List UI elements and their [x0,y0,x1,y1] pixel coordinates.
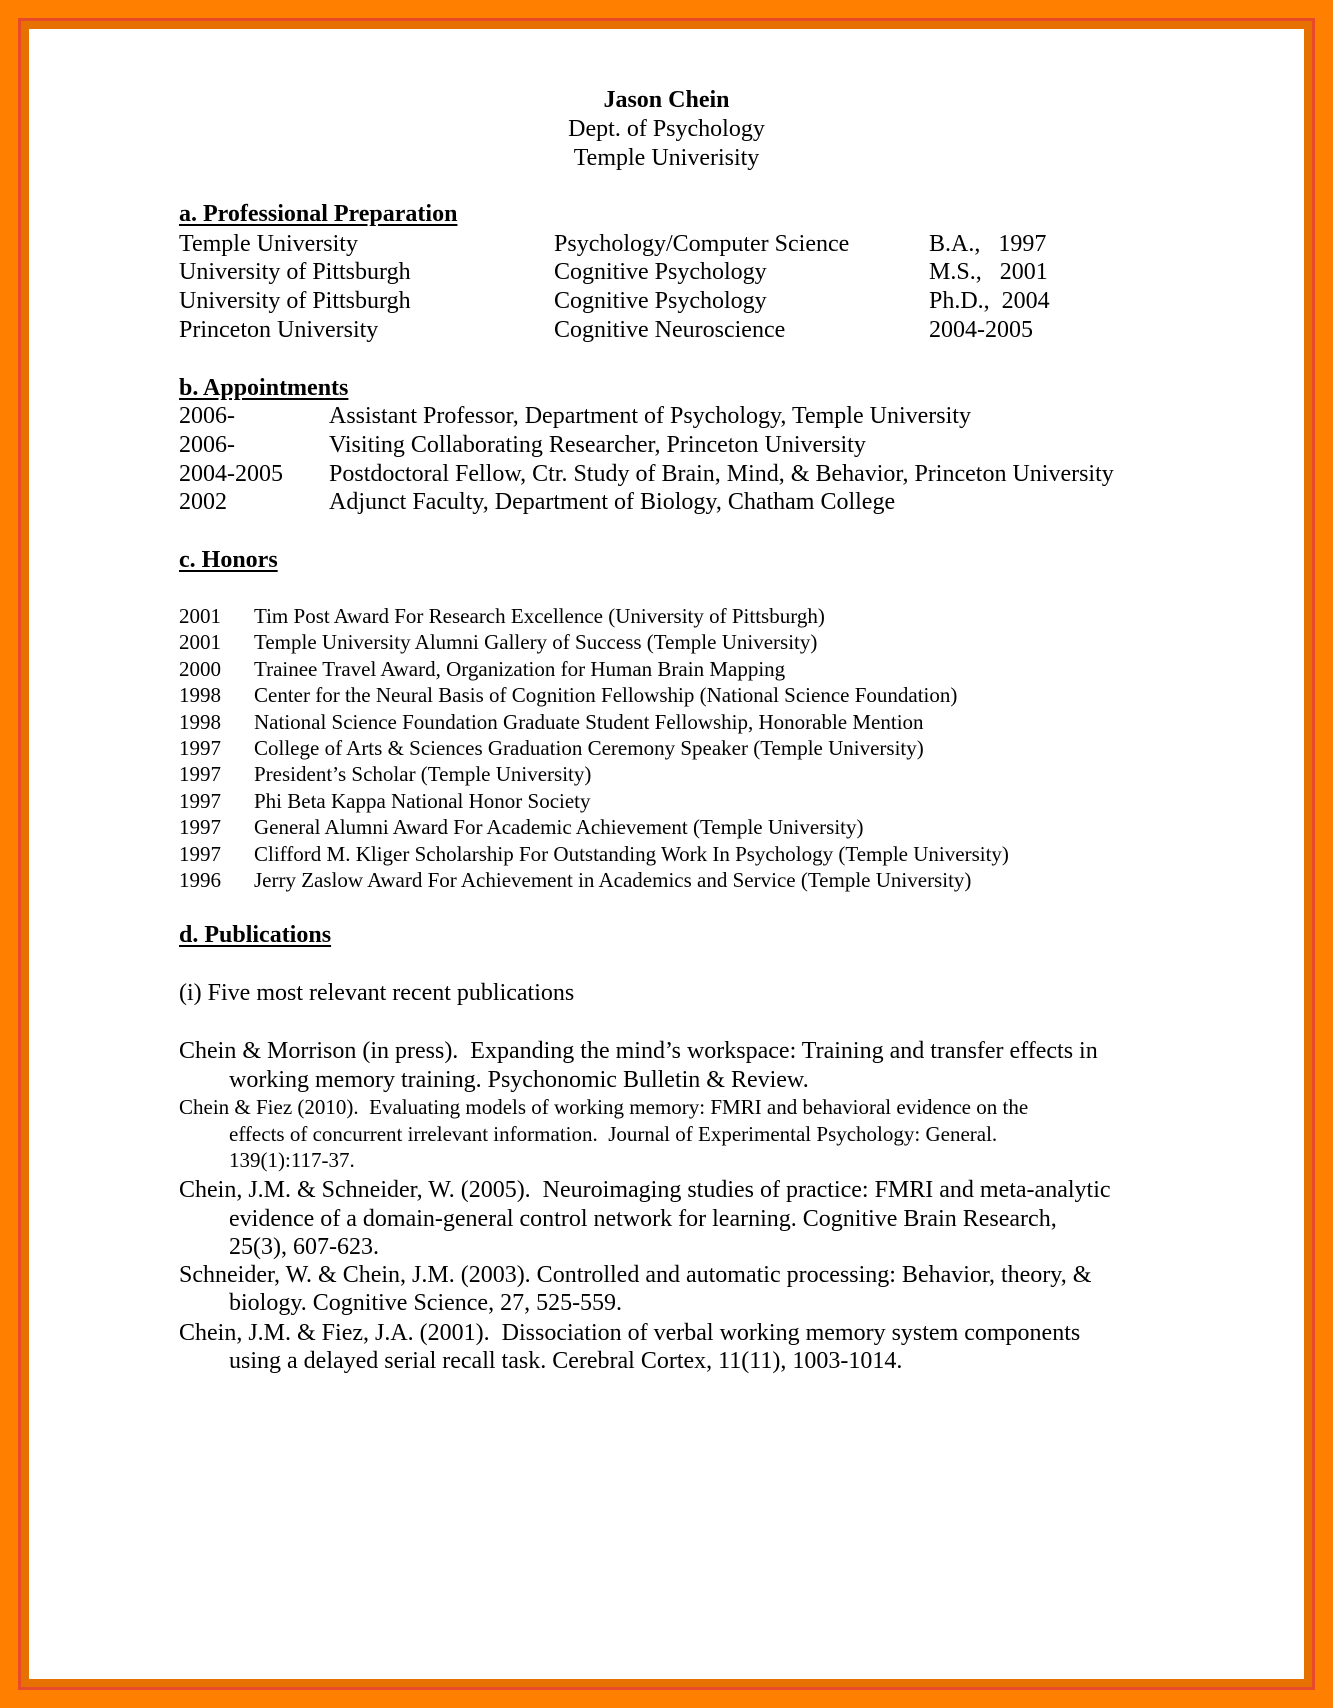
honor-award: Phi Beta Kappa National Honor Society [254,788,591,813]
publication-citation-continued: 25(3), 607-623. [229,1234,379,1260]
publication-citation-continued: biology. Cognitive Science, 27, 525-559. [229,1290,623,1316]
publication-citation-continued: using a delayed serial recall task. Cerebral Cortex, 11(11), 1003-1014. [229,1348,903,1374]
appointment-position: Postdoctoral Fellow, Ctr. Study of Brain, Mind, & Behavior, Princeton University [329,461,1114,487]
appointment-years: 2002 [179,489,227,515]
prep-field: Cognitive Psychology [554,288,767,314]
prep-degree: M.S., 2001 [929,259,1048,285]
prep-institution: Princeton University [179,317,379,343]
honor-award: Trainee Travel Award, Organization for Human Brain Mapping [254,656,786,681]
author-name: Jason Chein [603,87,730,113]
publication-citation-continued: evidence of a domain-general control network for learning. Cognitive Brain Research, [229,1206,1057,1232]
publication-citation: Chein, J.M. & Fiez, J.A. (2001). Dissociation of verbal working memory system components [179,1320,1081,1346]
prep-degree: B.A., 1997 [929,231,1047,257]
honor-year: 1997 [179,788,221,813]
honor-award: College of Arts & Sciences Graduation Ceremony Speaker (Temple University) [254,736,924,760]
honor-year: 2001 [179,604,221,628]
prep-institution: Temple University [179,231,358,257]
honor-year: 2000 [179,656,221,681]
honor-award: General Alumni Award For Academic Achievement (Temple University) [254,815,864,840]
honor-award: Clifford M. Kliger Scholarship For Outstanding Work In Psychology (Temple University) [254,841,1009,866]
prep-institution: University of Pittsburgh [179,288,411,314]
honor-year: 1997 [179,841,221,866]
honor-year: 1998 [179,683,221,708]
prep-degree: 2004-2005 [929,317,1033,343]
institution: Temple Univerisity [573,145,760,171]
honor-award: National Science Foundation Graduate Student Fellowship, Honorable Mention [254,709,924,734]
honor-award: Temple University Alumni Gallery of Success (Temple University) [254,630,818,655]
appointment-years: 2006- [179,432,235,458]
publication-citation-continued: 139(1):117-37. [229,1148,355,1172]
appointment-position: Visiting Collaborating Researcher, Princeton University [329,432,866,458]
prep-field: Psychology/Computer Science [554,231,850,257]
publications-subheading: (i) Five most relevant recent publications [179,980,575,1006]
honor-award: Center for the Neural Basis of Cognition Fellowship (National Science Foundation) [254,683,958,708]
prep-field: Cognitive Psychology [554,259,767,285]
section-heading-appointments: b. Appointments [179,375,349,401]
section-heading-honors: c. Honors [179,547,278,573]
department: Dept. of Psychology [568,116,765,142]
publication-citation: Chein & Morrison (in press). Expanding the mind’s workspace: Training and transfer effects in [179,1038,1098,1064]
honor-year: 2001 [179,630,221,655]
prep-degree: Ph.D., 2004 [929,288,1050,314]
publication-citation-continued: working memory training. Psychonomic Bulletin & Review. [229,1067,809,1093]
honor-year: 1998 [179,709,221,734]
prep-institution: University of Pittsburgh [179,259,411,285]
honor-award: Jerry Zaslow Award For Achievement in Academics and Service (Temple University) [254,868,972,892]
honor-year: 1997 [179,815,221,840]
section-heading-preparation: a. Professional Preparation [179,201,458,227]
honor-year: 1996 [179,868,221,892]
appointment-years: 2006- [179,403,235,429]
appointment-position: Assistant Professor, Department of Psychology, Temple University [329,403,971,429]
honor-year: 1997 [179,762,221,787]
appointment-position: Adjunct Faculty, Department of Biology, Chatham College [329,489,896,515]
appointment-years: 2004-2005 [179,461,283,487]
publication-citation: Schneider, W. & Chein, J.M. (2003). Controlled and automatic processing: Behavior, theory, & [179,1262,1092,1288]
publication-citation: Chein, J.M. & Schneider, W. (2005). Neuroimaging studies of practice: FMRI and meta-analytic [179,1177,1111,1203]
honor-award: Tim Post Award For Research Excellence (University of Pittsburgh) [254,604,825,628]
publication-citation-continued: effects of concurrent irrelevant information. Journal of Experimental Psychology: General. [229,1122,998,1146]
prep-field: Cognitive Neuroscience [554,317,786,343]
section-heading-publications: d. Publications [179,922,332,948]
publication-citation: Chein & Fiez (2010). Evaluating models of working memory: FMRI and behavioral evidence on the [179,1095,1029,1119]
honor-year: 1997 [179,736,221,760]
honor-award: President’s Scholar (Temple University) [254,762,592,787]
